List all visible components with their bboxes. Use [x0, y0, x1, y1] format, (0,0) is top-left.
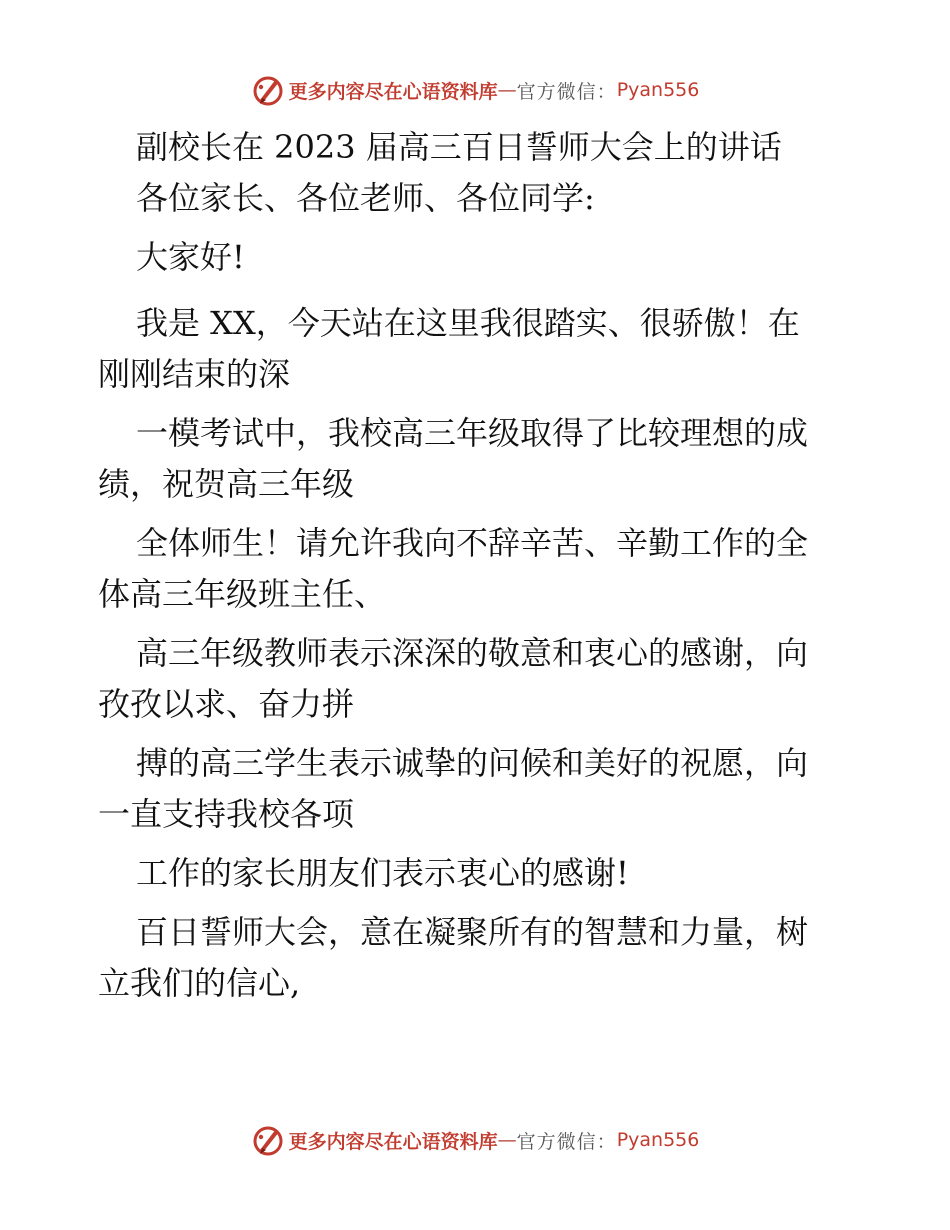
text-line: 工作的家长朋友们表示衷心的感谢!: [136, 854, 629, 892]
quill-pen-logo-icon: [251, 73, 285, 107]
banner-wechat-id: Pyan556: [616, 79, 700, 101]
banner-dash: —: [497, 79, 517, 101]
text-line: 搏的高三学生表示诚挚的问候和美好的祝愿，向: [136, 744, 809, 782]
banner-wechat-id: Pyan556: [616, 1129, 700, 1151]
banner-site-text: 更多内容尽在心语资料库: [288, 1130, 498, 1153]
document-title: 副校长在 2023 届高三百日誓师大会上的讲话: [136, 128, 782, 166]
document-body: [98, 122, 858, 1009]
banner-site-text: 更多内容尽在心语资料库: [288, 80, 498, 103]
banner-dash: —: [497, 1129, 517, 1151]
text-line: 我是 XX，今天站在这里我很踏实、很骄傲！在: [136, 304, 800, 342]
header-banner: [0, 70, 950, 110]
text-line: 高三年级教师表示深深的敬意和衷心的感谢，向: [136, 634, 809, 672]
footer-banner: [0, 1120, 950, 1160]
banner-wechat-label: 官方微信：: [516, 80, 617, 103]
quill-pen-logo-icon: [251, 1123, 285, 1157]
text-line: 刚刚结束的深: [98, 355, 291, 393]
text-line: 体高三年级班主任、: [98, 575, 387, 613]
text-line: 百日誓师大会，意在凝聚所有的智慧和力量，树: [136, 913, 809, 951]
text-line: 各位家长、各位老师、各位同学:: [136, 179, 595, 217]
text-line: 立我们的信心,: [98, 964, 301, 1002]
text-line: 一直支持我校各项: [98, 795, 355, 833]
text-line: 全体师生！请允许我向不辞辛苦、辛勤工作的全: [136, 524, 809, 562]
text-line: 绩，祝贺高三年级: [98, 465, 355, 503]
text-line: 大家好!: [136, 238, 245, 276]
text-line: 一模考试中，我校高三年级取得了比较理想的成: [136, 414, 809, 452]
banner-wechat-label: 官方微信：: [516, 1130, 617, 1153]
text-line: 孜孜以求、奋力拼: [98, 685, 355, 723]
